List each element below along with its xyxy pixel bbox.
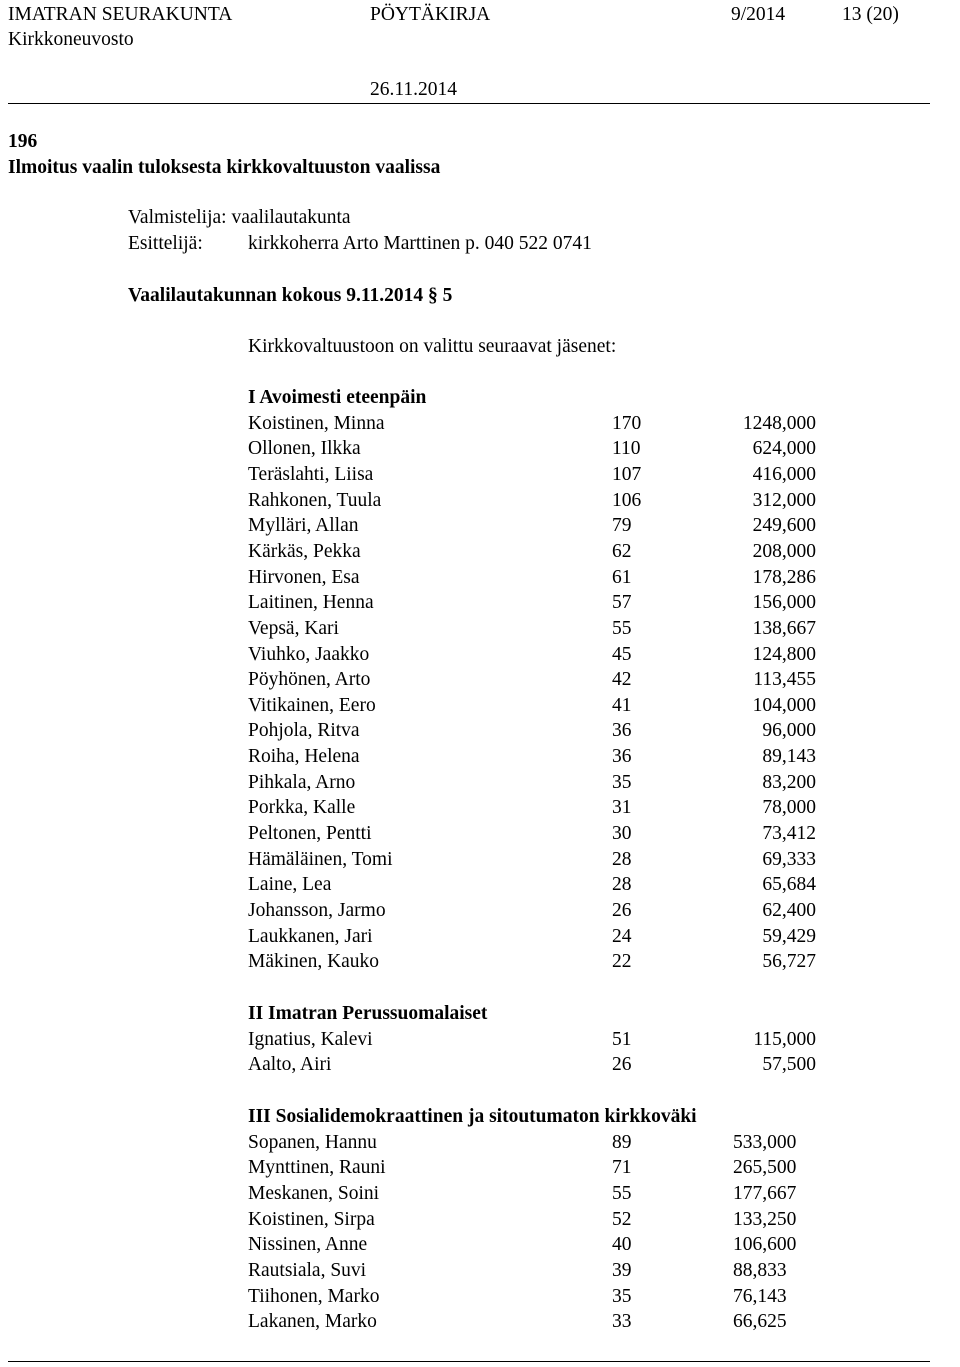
item-title: Ilmoitus vaalin tuloksesta kirkkovaltuuston vaalissa — [8, 157, 441, 178]
member-row — [248, 491, 848, 513]
member-votes: 26 — [612, 1054, 632, 1076]
member-name: Rautsiala, Suvi — [248, 1259, 367, 1281]
member-votes: 35 — [612, 771, 632, 793]
member-row — [248, 593, 848, 615]
member-votes: 30 — [612, 823, 632, 845]
member-name: Rahkonen, Tuula — [248, 489, 382, 511]
member-name: Peltonen, Pentti — [248, 823, 372, 845]
member-name: Porkka, Kalle — [248, 797, 356, 819]
member-votes: 28 — [612, 848, 632, 870]
member-name: Ollonen, Ilkka — [248, 438, 361, 460]
member-comparison-number: 89,143 — [762, 746, 816, 768]
member-name: Koistinen, Minna — [248, 412, 385, 434]
member-votes: 28 — [612, 874, 632, 896]
member-name: Laukkanen, Jari — [248, 925, 373, 947]
member-name: Vitikainen, Eero — [248, 694, 376, 716]
member-votes: 89 — [612, 1131, 632, 1153]
group-title: II Imatran Perussuomalaiset — [248, 1003, 488, 1024]
member-row — [248, 747, 848, 769]
member-votes: 35 — [612, 1285, 632, 1307]
member-votes: 170 — [612, 412, 642, 434]
group-title: III Sosialidemokraattinen ja sitoutumaton kirkkoväki — [248, 1106, 697, 1127]
member-votes: 26 — [612, 900, 632, 921]
member-votes: 107 — [612, 463, 642, 485]
member-comparison-number: 533,000 — [733, 1131, 797, 1153]
member-name: Lakanen, Marko — [248, 1311, 377, 1333]
member-row — [248, 670, 848, 692]
member-comparison-number: 208,000 — [752, 540, 816, 562]
member-name: Viuhko, Jaakko — [248, 643, 370, 665]
member-row — [248, 901, 848, 923]
member-comparison-number: 177,667 — [733, 1182, 797, 1204]
member-row — [248, 824, 848, 846]
member-name: Teräslahti, Liisa — [248, 463, 374, 485]
member-votes: 36 — [612, 720, 632, 742]
member-comparison-number: 249,600 — [752, 515, 816, 537]
member-row — [248, 850, 848, 872]
member-votes: 42 — [612, 669, 632, 691]
member-row — [248, 568, 848, 590]
member-name: Johansson, Jarmo — [248, 900, 386, 921]
member-comparison-number: 624,000 — [752, 438, 816, 460]
member-votes: 71 — [612, 1157, 632, 1179]
group-title: I Avoimesti eteenpäin — [248, 387, 427, 408]
member-row — [248, 875, 848, 897]
member-row — [248, 1287, 848, 1309]
member-comparison-number: 113,455 — [753, 669, 816, 691]
member-row — [248, 1158, 848, 1180]
member-votes: 79 — [612, 515, 632, 537]
item-number: 196 — [8, 131, 38, 152]
member-row — [248, 619, 848, 641]
member-comparison-number: 59,429 — [762, 925, 816, 947]
preparer: Valmistelija: vaalilautakunta — [128, 207, 351, 228]
member-comparison-number: 73,412 — [762, 823, 816, 845]
member-name: Aalto, Airi — [248, 1054, 332, 1076]
member-row — [248, 516, 848, 538]
member-votes: 36 — [612, 746, 632, 768]
member-comparison-number: 124,800 — [752, 643, 816, 665]
member-comparison-number: 56,727 — [762, 951, 816, 973]
member-comparison-number: 66,625 — [733, 1311, 787, 1333]
member-comparison-number: 88,833 — [733, 1259, 787, 1281]
member-votes: 39 — [612, 1259, 632, 1281]
member-votes: 45 — [612, 643, 632, 665]
member-comparison-number: 1248,000 — [742, 412, 816, 434]
member-comparison-number: 96,000 — [762, 720, 816, 742]
member-row — [248, 1235, 848, 1257]
intro-text: Kirkkovaltuustoon on valittu seuraavat jäsenet: — [248, 336, 617, 357]
member-name: Pihkala, Arno — [248, 771, 356, 793]
member-votes: 40 — [612, 1234, 632, 1256]
meeting-reference: Vaalilautakunnan kokous 9.11.2014 § 5 — [128, 285, 453, 306]
member-row — [248, 1133, 848, 1155]
member-row — [248, 696, 848, 718]
member-votes: 110 — [612, 438, 641, 460]
member-comparison-number: 78,000 — [762, 797, 816, 819]
member-name: Pohjola, Ritva — [248, 720, 360, 742]
member-votes: 41 — [612, 694, 632, 716]
member-name: Laitinen, Henna — [248, 592, 374, 614]
presenter-label: Esittelijä: — [128, 233, 203, 254]
doc-type: PÖYTÄKIRJA — [370, 4, 491, 25]
footer-divider — [8, 1361, 930, 1362]
member-name: Vepsä, Kari — [248, 617, 339, 639]
member-comparison-number: 106,600 — [733, 1234, 797, 1256]
member-name: Sopanen, Hannu — [248, 1131, 377, 1153]
member-name: Tiihonen, Marko — [248, 1285, 380, 1307]
member-name: Pöyhönen, Arto — [248, 669, 371, 691]
member-comparison-number: 133,250 — [733, 1208, 797, 1230]
member-name: Hämäläinen, Tomi — [248, 848, 393, 870]
member-comparison-number: 312,000 — [752, 489, 816, 511]
member-votes: 55 — [612, 1182, 632, 1204]
member-comparison-number: 265,500 — [733, 1157, 797, 1179]
member-comparison-number: 57,500 — [762, 1054, 816, 1076]
member-row — [248, 439, 848, 461]
member-name: Kärkäs, Pekka — [248, 540, 361, 562]
member-votes: 52 — [612, 1208, 632, 1230]
member-comparison-number: 76,143 — [733, 1285, 787, 1307]
member-row — [248, 1261, 848, 1283]
member-comparison-number: 65,684 — [762, 874, 816, 896]
member-name: Meskanen, Soini — [248, 1182, 380, 1204]
member-votes: 51 — [612, 1028, 632, 1050]
member-row — [248, 645, 848, 667]
member-row — [248, 465, 848, 487]
doc-number: 9/2014 — [731, 4, 786, 25]
member-name: Mylläri, Allan — [248, 515, 359, 537]
member-row — [248, 798, 848, 820]
member-name: Roiha, Helena — [248, 746, 360, 768]
member-row — [248, 1030, 848, 1052]
member-votes: 24 — [612, 925, 632, 947]
member-name: Ignatius, Kalevi — [248, 1028, 373, 1050]
presenter-value: kirkkoherra Arto Marttinen p. 040 522 0741 — [248, 233, 592, 254]
member-name: Koistinen, Sirpa — [248, 1208, 375, 1230]
member-row — [248, 414, 848, 436]
member-name: Nissinen, Anne — [248, 1234, 368, 1256]
org-name: IMATRAN SEURAKUNTA — [8, 4, 233, 25]
header-divider — [8, 103, 930, 104]
member-row — [248, 1184, 848, 1206]
member-comparison-number: 69,333 — [762, 848, 816, 870]
member-name: Mynttinen, Rauni — [248, 1157, 386, 1179]
member-row — [248, 1055, 848, 1077]
member-votes: 62 — [612, 540, 632, 562]
member-name: Hirvonen, Esa — [248, 566, 360, 588]
member-votes: 61 — [612, 566, 632, 588]
member-row — [248, 773, 848, 795]
member-votes: 57 — [612, 592, 632, 614]
member-comparison-number: 83,200 — [762, 771, 816, 793]
member-comparison-number: 178,286 — [752, 566, 816, 588]
page-number: 13 (20) — [842, 4, 899, 25]
member-comparison-number: 416,000 — [752, 463, 816, 485]
member-votes: 22 — [612, 951, 632, 973]
member-row — [248, 721, 848, 743]
member-name: Laine, Lea — [248, 874, 332, 896]
member-votes: 55 — [612, 617, 632, 639]
member-row — [248, 1312, 848, 1334]
member-row — [248, 927, 848, 949]
member-votes: 33 — [612, 1311, 632, 1333]
member-votes: 31 — [612, 797, 632, 819]
member-comparison-number: 104,000 — [752, 694, 816, 716]
member-comparison-number: 138,667 — [752, 617, 816, 639]
member-votes: 106 — [612, 489, 642, 511]
member-comparison-number: 156,000 — [752, 592, 816, 614]
member-comparison-number: 115,000 — [753, 1028, 816, 1050]
meeting-date: 26.11.2014 — [370, 79, 458, 100]
member-comparison-number: 62,400 — [762, 900, 816, 921]
member-name: Mäkinen, Kauko — [248, 951, 380, 973]
body-name: Kirkkoneuvosto — [8, 29, 134, 50]
member-row — [248, 952, 848, 974]
member-row — [248, 1210, 848, 1232]
member-row — [248, 542, 848, 564]
